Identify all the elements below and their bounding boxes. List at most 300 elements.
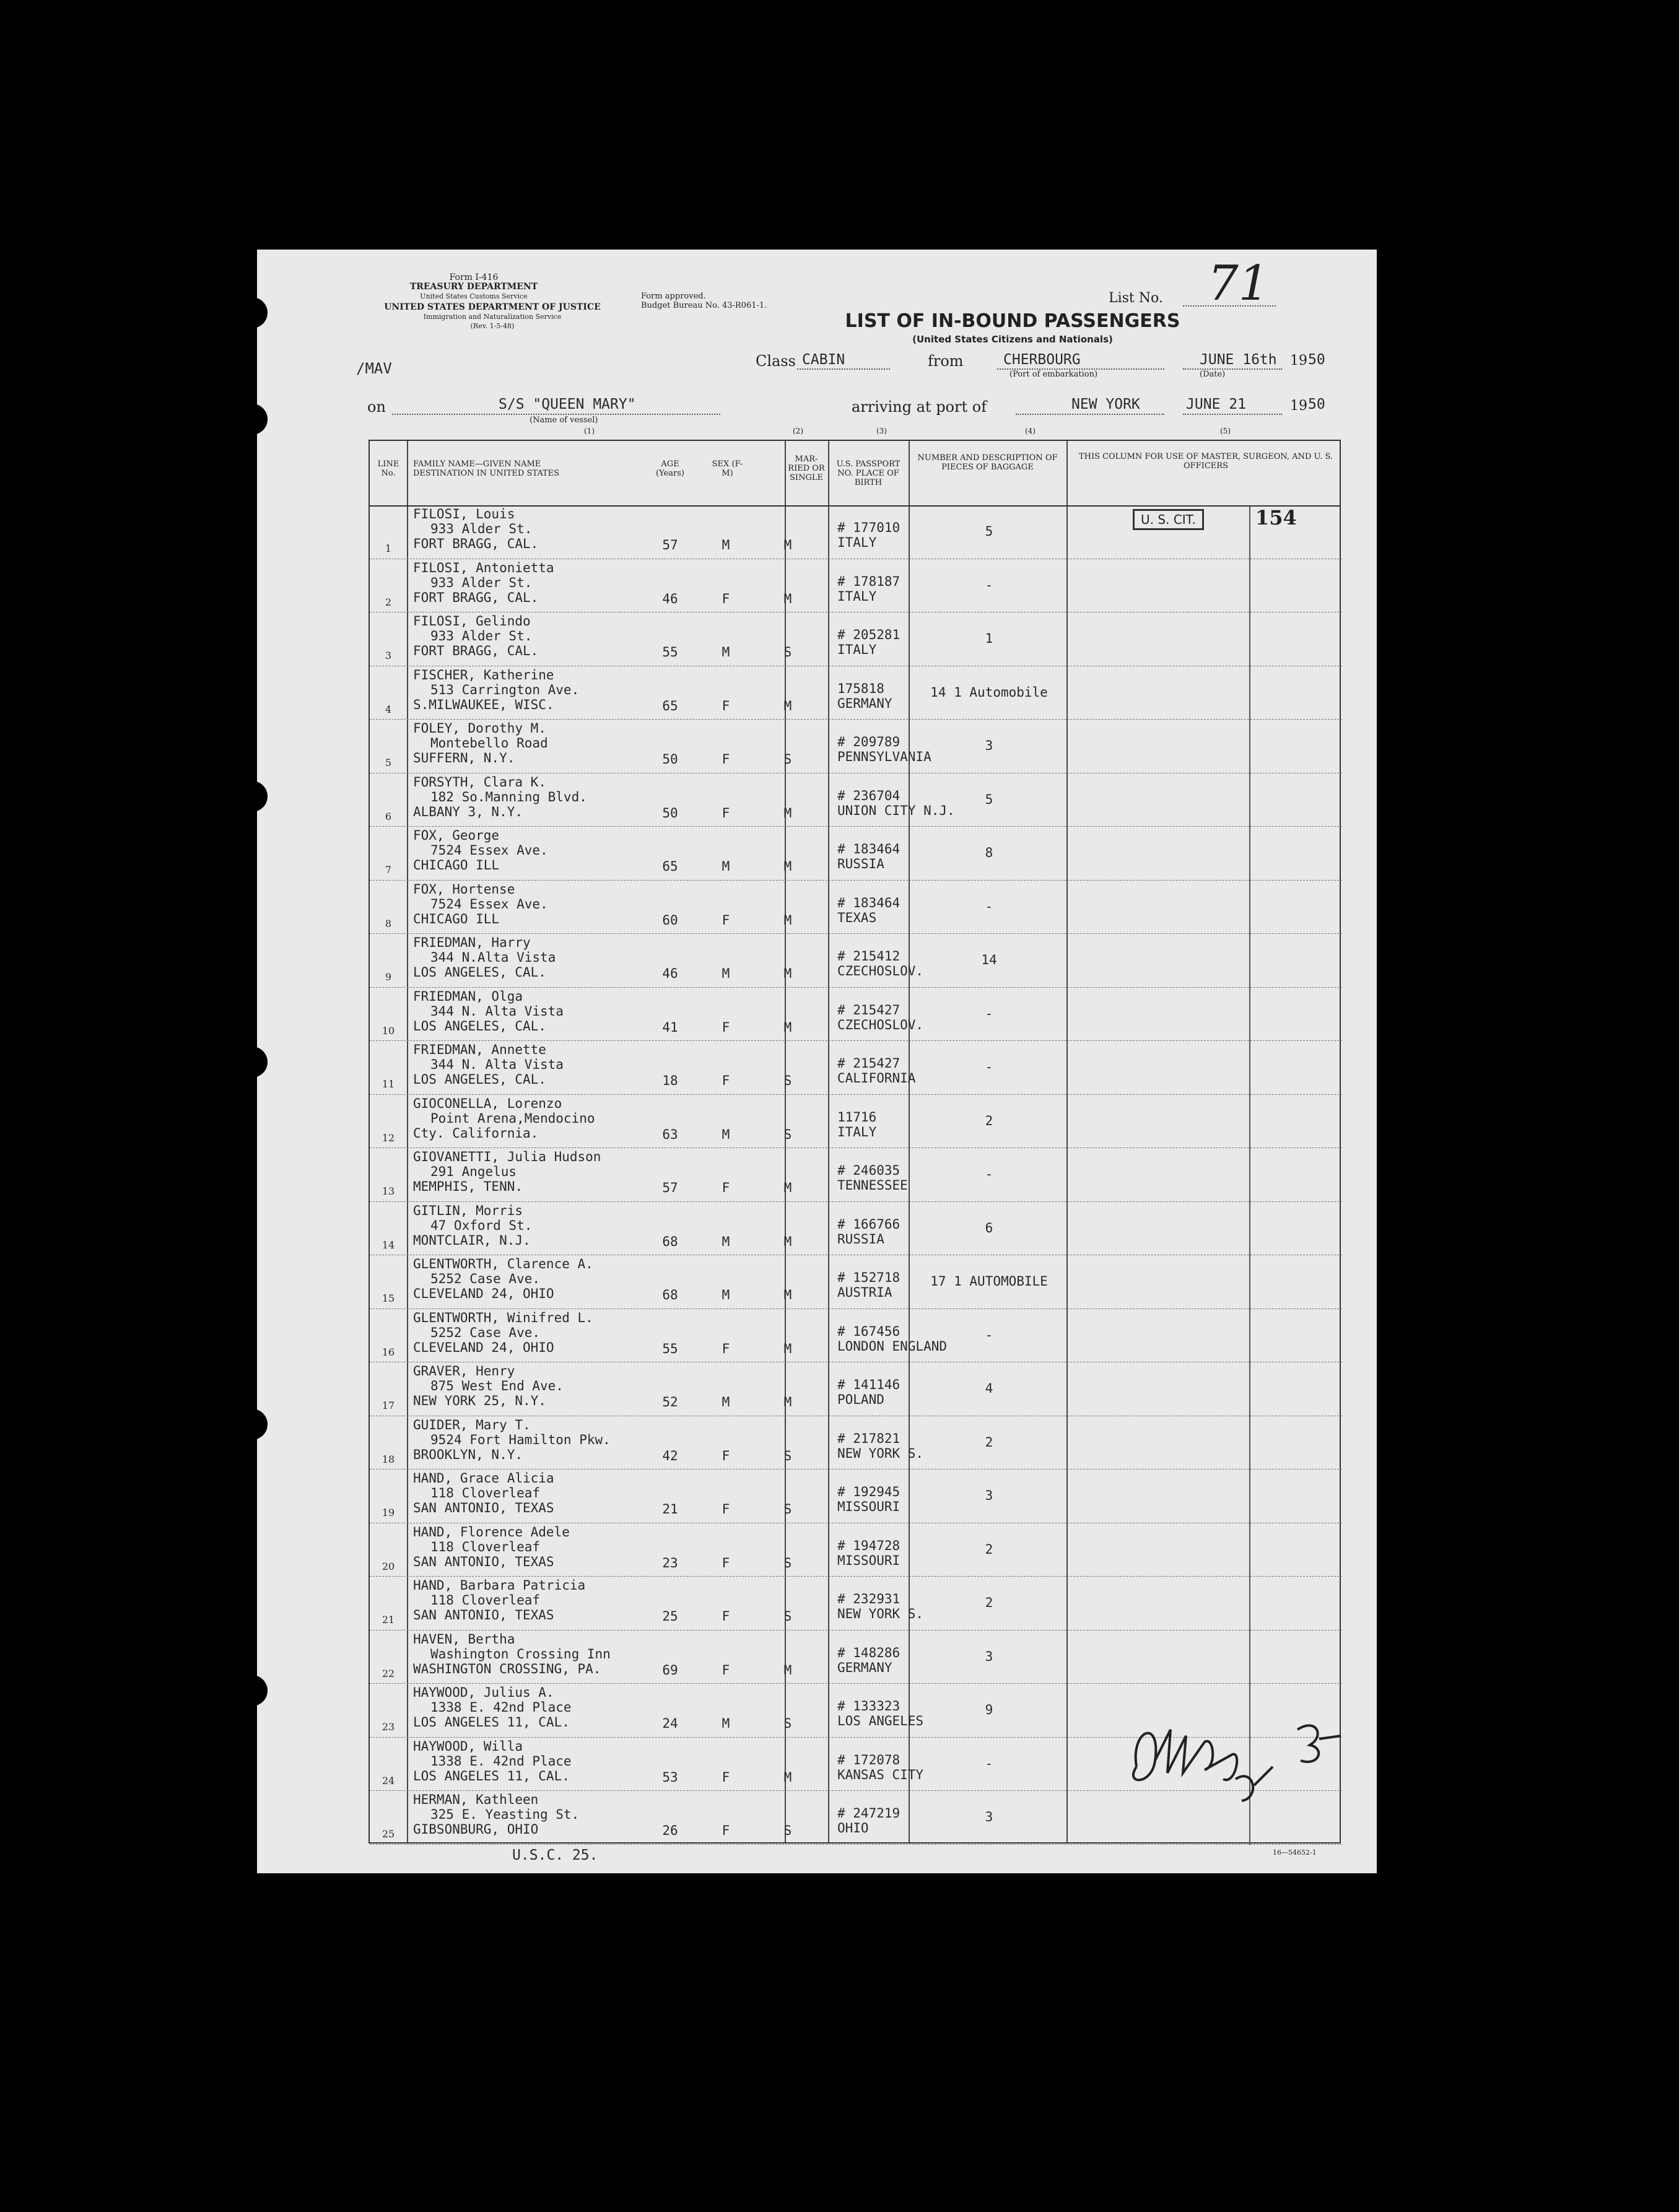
passenger-name-block — [413, 507, 538, 551]
place-of-birth: GERMANY — [837, 1660, 892, 1675]
passenger-name: HAYWOOD, Willa — [413, 1738, 523, 1754]
passenger-name: HAYWOOD, Julius A. — [413, 1685, 554, 1700]
passport-number: # 152718 — [837, 1270, 901, 1285]
address-line: CHICAGO ILL — [413, 858, 500, 873]
binder-hole — [237, 1047, 268, 1078]
place-of-birth: ITALY — [837, 642, 877, 657]
passport-number: 11716 — [837, 1109, 877, 1125]
passenger-name-block — [413, 1096, 595, 1141]
sex-cell: M — [722, 1126, 730, 1142]
place-of-birth: MISSOURI — [837, 1552, 901, 1568]
passenger-name-block — [413, 882, 548, 926]
binder-hole — [237, 1409, 268, 1440]
passport-block — [837, 520, 900, 550]
marital-cell: S — [783, 1609, 792, 1624]
line-number: 17 — [382, 1400, 395, 1411]
passenger-name: FORSYTH, Clara K. — [413, 774, 546, 790]
marital-cell: M — [783, 698, 792, 713]
sex-cell: F — [722, 752, 730, 767]
departure-year: 50 — [1308, 352, 1325, 368]
footer-usc: U.S.C. 25. — [512, 1847, 598, 1863]
sex-cell: M — [722, 859, 730, 874]
baggage-cell: 5 — [985, 791, 993, 807]
passport-block — [837, 734, 931, 764]
passport-number: # 172078 — [837, 1752, 901, 1767]
passport-block — [837, 788, 955, 818]
sex-cell: F — [722, 1609, 730, 1624]
embarkation-port: CHERBOURG — [1003, 352, 1081, 368]
passenger-name: FILOSI, Antonietta — [413, 560, 554, 575]
col-num-5: (5) — [1220, 427, 1231, 435]
age-cell: 65 — [662, 698, 678, 713]
passport-block — [837, 1110, 876, 1139]
table-row — [370, 1041, 1342, 1095]
place-of-birth: AUSTRIA — [837, 1285, 892, 1300]
on-label: on — [367, 398, 386, 416]
age-cell: 50 — [662, 752, 678, 767]
passenger-name-block — [413, 1471, 554, 1515]
place-of-birth: CZECHOSLOV. — [837, 1017, 924, 1032]
passport-block — [837, 1217, 900, 1247]
table-row — [370, 1095, 1342, 1149]
age-cell: 24 — [662, 1716, 678, 1731]
passenger-name: HERMAN, Kathleen — [413, 1792, 539, 1807]
passenger-name-block — [413, 721, 548, 765]
passport-number: # 166766 — [837, 1216, 901, 1232]
line-number: 13 — [382, 1185, 395, 1197]
place-of-birth: KANSAS CITY — [837, 1767, 924, 1782]
passenger-name: FILOSI, Louis — [413, 507, 515, 521]
age-cell: 55 — [662, 645, 678, 660]
sex-cell: F — [722, 1769, 730, 1785]
age-cell: 57 — [662, 1180, 678, 1195]
mav-note: /MAV — [356, 360, 392, 377]
passenger-name: GIOCONELLA, Lorenzo — [413, 1095, 562, 1111]
marital-cell: M — [783, 805, 792, 821]
passenger-name: HAND, Florence Adele — [413, 1524, 570, 1539]
sex-cell: F — [722, 698, 730, 713]
manifest-page — [257, 250, 1377, 1873]
address-line: 933 Alder St. — [430, 521, 533, 536]
marital-cell: S — [783, 1126, 792, 1142]
marital-cell: S — [783, 1073, 792, 1088]
sex-cell: F — [722, 1341, 730, 1356]
line-number: 12 — [382, 1131, 395, 1144]
sex-cell: F — [722, 912, 730, 928]
passport-number: # 205281 — [837, 627, 901, 642]
address-line: 1338 E. 42nd Place — [430, 1753, 572, 1769]
baggage-cell: - — [985, 1060, 993, 1074]
address-line: 933 Alder St. — [430, 575, 533, 590]
age-cell: 53 — [662, 1769, 678, 1785]
line-number: 9 — [385, 971, 392, 983]
marital-cell: M — [783, 912, 792, 928]
passenger-name-block — [413, 1632, 611, 1676]
sex-cell: M — [722, 645, 730, 660]
table-row — [370, 827, 1342, 881]
baggage-cell: 3 — [985, 1809, 993, 1824]
line-number: 3 — [385, 650, 392, 661]
baggage-cell: 17 1 AUTOMOBILE — [930, 1274, 1048, 1289]
passenger-name-block — [413, 560, 554, 605]
line-number: 20 — [382, 1560, 395, 1572]
passenger-name: GUIDER, Mary T. — [413, 1417, 531, 1432]
table-row — [370, 1309, 1342, 1363]
line-number: 8 — [385, 917, 392, 930]
passport-number: # 194728 — [837, 1538, 901, 1553]
passenger-name-block — [413, 989, 564, 1034]
sex-cell: F — [722, 1502, 730, 1517]
sex-cell: F — [722, 1662, 730, 1678]
address-line: 5252 Case Ave. — [430, 1325, 541, 1340]
passenger-name: FISCHER, Katherine — [413, 667, 554, 682]
marital-cell: S — [783, 1716, 792, 1731]
revision: (Rev. 1-5-48) — [470, 322, 515, 330]
binder-hole — [237, 297, 268, 328]
passport-number: # 183464 — [837, 895, 901, 910]
list-no-label: List No. — [1109, 290, 1163, 306]
class-label: Class — [756, 352, 796, 370]
marital-cell: S — [783, 645, 792, 660]
passenger-name-block — [413, 775, 587, 819]
arrival-year: 50 — [1308, 396, 1325, 412]
marital-cell: M — [783, 1287, 792, 1302]
inspector-signature-mark — [1112, 1692, 1347, 1816]
place-of-birth: TEXAS — [837, 910, 877, 925]
marital-cell: S — [783, 752, 792, 767]
address-line: CLEVELAND 24, OHIO — [413, 1286, 554, 1301]
passport-block — [837, 1806, 900, 1835]
passport-block — [837, 1003, 923, 1032]
address-line: 513 Carrington Ave. — [430, 682, 580, 697]
passport-number: # 246035 — [837, 1163, 901, 1178]
address-line: 118 Cloverleaf — [430, 1593, 541, 1608]
table-row — [370, 988, 1342, 1042]
line-number: 15 — [382, 1292, 395, 1304]
passport-number: # 217821 — [837, 1430, 901, 1446]
sex-cell: F — [722, 1823, 730, 1838]
passport-block — [837, 1753, 923, 1782]
address-line: SAN ANTONIO, TEXAS — [413, 1608, 554, 1622]
sex-cell: F — [722, 1555, 730, 1570]
age-cell: 46 — [662, 966, 678, 981]
passenger-name: HAVEN, Bertha — [413, 1631, 515, 1647]
address-line: 7524 Essex Ave. — [430, 896, 548, 912]
address-line: 875 West End Ave. — [430, 1378, 564, 1393]
table-row — [370, 1202, 1342, 1256]
place-of-birth: NEW YORK S. — [837, 1445, 924, 1461]
address-line: 182 So.Manning Blvd. — [430, 789, 587, 804]
age-cell: 46 — [662, 591, 678, 606]
passenger-name: GITLIN, Morris — [413, 1203, 523, 1218]
place-of-birth: CALIFORNIA — [837, 1071, 916, 1086]
address-line: FORT BRAGG, CAL. — [413, 590, 539, 605]
arrival-date-line — [1183, 414, 1282, 415]
col-officers-header: THIS COLUMN FOR USE OF MASTER, SURGEON, AND U. S. OFFICERS — [1078, 452, 1333, 471]
age-cell: 42 — [662, 1448, 678, 1463]
baggage-cell: - — [985, 1006, 993, 1021]
marital-cell: M — [783, 1662, 792, 1678]
port-embarkation-caption: (Port of embarkation) — [1010, 370, 1098, 379]
sex-cell: F — [722, 1073, 730, 1088]
table-row — [370, 1577, 1342, 1631]
passport-number: # 232931 — [837, 1592, 901, 1606]
marital-cell: S — [783, 1448, 792, 1463]
passport-number: # 167456 — [837, 1323, 901, 1339]
passenger-name-block — [413, 1149, 601, 1194]
passport-number: # 215427 — [837, 1002, 901, 1017]
passport-number: 175818 — [837, 681, 884, 696]
place-of-birth: GERMANY — [837, 695, 892, 711]
passport-block — [837, 1592, 923, 1621]
marital-cell: M — [783, 859, 792, 874]
line-number: 5 — [385, 757, 392, 769]
line-number: 25 — [382, 1828, 395, 1840]
passport-block — [837, 842, 900, 871]
age-cell: 63 — [662, 1126, 678, 1142]
passenger-name-block — [413, 1042, 564, 1087]
sex-cell: F — [722, 1448, 730, 1463]
marital-cell: M — [783, 1234, 792, 1249]
marital-cell: S — [783, 1823, 792, 1838]
footer-print-code: 16—54652-1 — [1273, 1848, 1317, 1857]
table-row — [370, 1631, 1342, 1684]
address-line: SAN ANTONIO, TEXAS — [413, 1500, 554, 1515]
age-cell: 55 — [662, 1341, 678, 1356]
age-cell: 23 — [662, 1555, 678, 1570]
passport-block — [837, 1431, 923, 1461]
col-married-header: MAR-RIED OR SINGLE — [788, 455, 825, 482]
address-line: 1338 E. 42nd Place — [430, 1700, 572, 1715]
address-line: Washington Crossing Inn — [430, 1646, 611, 1661]
place-of-birth: OHIO — [837, 1821, 869, 1835]
col-line-header: LINE No. — [377, 459, 399, 478]
baggage-cell: 4 — [985, 1381, 993, 1396]
passport-number: # 247219 — [837, 1806, 901, 1821]
passenger-name: GIOVANETTI, Julia Hudson — [413, 1149, 601, 1164]
baggage-cell: 2 — [985, 1113, 993, 1128]
place-of-birth: MISSOURI — [837, 1499, 901, 1514]
vessel-name: S/S "QUEEN MARY" — [499, 396, 636, 412]
passenger-name: GLENTWORTH, Clarence A. — [413, 1256, 593, 1271]
table-header — [370, 441, 1340, 507]
baggage-cell: - — [985, 899, 993, 914]
table-row — [370, 1148, 1342, 1202]
line-number: 19 — [382, 1507, 395, 1518]
marital-cell: M — [783, 1019, 792, 1035]
baggage-cell: 3 — [985, 738, 993, 753]
table-row — [370, 720, 1342, 773]
line-number: 22 — [382, 1667, 395, 1679]
baggage-cell: 9 — [985, 1702, 993, 1717]
passenger-name-block — [413, 1310, 593, 1355]
passport-number: # 183464 — [837, 842, 901, 856]
line-number: 23 — [382, 1721, 395, 1733]
col-sex-header: SEX (F-M) — [712, 459, 743, 478]
departure-date: JUNE 16th — [1200, 352, 1277, 368]
address-line: Montebello Road — [430, 736, 548, 751]
place-of-birth: RUSSIA — [837, 1231, 884, 1247]
table-row — [370, 1523, 1342, 1577]
address-line: S.MILWAUKEE, WISC. — [413, 697, 554, 712]
passport-number: # 209789 — [837, 734, 901, 749]
baggage-cell: - — [985, 577, 993, 593]
marital-cell: M — [783, 1180, 792, 1195]
baggage-cell: - — [985, 1756, 993, 1771]
passport-number: # 148286 — [837, 1645, 901, 1660]
form-number: Form I-416 — [449, 272, 499, 282]
sex-cell: M — [722, 538, 730, 552]
passport-block — [837, 1056, 915, 1086]
address-line: WASHINGTON CROSSING, PA. — [413, 1661, 601, 1676]
table-row — [370, 881, 1342, 934]
age-cell: 25 — [662, 1609, 678, 1624]
line-number: 14 — [382, 1239, 395, 1251]
arriving-label: arriving at port of — [852, 398, 987, 416]
marital-cell: M — [783, 966, 792, 981]
address-line: CLEVELAND 24, OHIO — [413, 1339, 554, 1355]
passenger-name: FOX, Hortense — [413, 881, 515, 897]
passenger-name: FOLEY, Dorothy M. — [413, 721, 546, 736]
passport-number: # 192945 — [837, 1484, 901, 1499]
age-cell: 69 — [662, 1662, 678, 1678]
passenger-name-block — [413, 1417, 611, 1462]
passport-number: # 177010 — [837, 520, 901, 535]
place-of-birth: POLAND — [837, 1392, 884, 1407]
list-no-value: 71 — [1208, 256, 1270, 311]
passport-number: # 141146 — [837, 1377, 901, 1392]
address-line: 344 N. Alta Vista — [430, 1003, 564, 1019]
baggage-cell: 2 — [985, 1434, 993, 1450]
baggage-cell: 1 — [985, 631, 993, 646]
sex-cell: M — [722, 1716, 730, 1731]
address-line: ALBANY 3, N.Y. — [413, 804, 523, 819]
address-line: LOS ANGELES, CAL. — [413, 1072, 546, 1087]
table-row — [370, 1362, 1342, 1416]
passenger-name-block — [413, 828, 548, 873]
date-caption: (Date) — [1200, 370, 1226, 379]
passenger-name-block — [413, 1525, 570, 1569]
address-line: SAN ANTONIO, TEXAS — [413, 1554, 554, 1569]
baggage-cell: 8 — [985, 845, 993, 860]
arrival-port: NEW YORK — [1071, 396, 1140, 412]
address-line: MEMPHIS, TENN. — [413, 1179, 523, 1194]
ins-service: Immigration and Naturalization Service — [423, 313, 562, 321]
baggage-cell: 3 — [985, 1648, 993, 1664]
place-of-birth: ITALY — [837, 535, 877, 550]
age-cell: 26 — [662, 1823, 678, 1838]
col-num-2: (2) — [793, 427, 803, 435]
passenger-name: FILOSI, Gelindo — [413, 614, 531, 629]
sex-cell: M — [722, 1234, 730, 1249]
vessel-caption: (Name of vessel) — [530, 416, 598, 425]
passport-block — [837, 681, 892, 711]
arrival-year-prefix: 19 — [1290, 398, 1307, 414]
address-line: Cty. California. — [413, 1125, 539, 1141]
baggage-cell: 6 — [985, 1220, 993, 1235]
table-row — [370, 1416, 1342, 1470]
line-number: 21 — [382, 1614, 395, 1626]
passport-block — [837, 1699, 923, 1728]
col-num-1: (1) — [584, 427, 595, 435]
line-number: 7 — [385, 864, 392, 876]
passenger-name-block — [413, 1578, 585, 1622]
marital-cell: M — [783, 538, 792, 552]
marital-cell: S — [783, 1555, 792, 1570]
arrival-date: JUNE 21 — [1186, 396, 1246, 412]
passenger-name: HAND, Barbara Patricia — [413, 1578, 586, 1593]
passenger-name-block — [413, 1256, 593, 1301]
line-number: 4 — [385, 703, 392, 715]
address-line: 5252 Case Ave. — [430, 1271, 541, 1286]
place-of-birth: ITALY — [837, 1124, 877, 1139]
address-line: Point Arena,Mendocino — [430, 1110, 595, 1126]
address-line: 47 Oxford St. — [430, 1217, 533, 1233]
from-label: from — [928, 352, 964, 370]
place-of-birth: TENNESSEE — [837, 1178, 908, 1193]
place-of-birth: CZECHOSLOV. — [837, 964, 924, 978]
passport-block — [837, 1645, 900, 1675]
binder-hole — [237, 1675, 268, 1706]
baggage-cell: 14 — [981, 952, 997, 967]
class-value: CABIN — [802, 352, 845, 368]
age-cell: 50 — [662, 805, 678, 821]
binder-hole — [237, 404, 268, 435]
passport-block — [837, 1377, 900, 1407]
address-line: LOS ANGELES, CAL. — [413, 1018, 546, 1034]
marital-cell: M — [783, 591, 792, 606]
table-row — [370, 559, 1342, 613]
baggage-cell: 2 — [985, 1595, 993, 1610]
col-baggage-header: NUMBER AND DESCRIPTION OF PIECES OF BAGGAGE — [917, 453, 1058, 472]
baggage-cell: - — [985, 1327, 993, 1343]
passport-number: # 236704 — [837, 788, 901, 803]
us-citizen-stamp: U. S. CIT. — [1133, 509, 1204, 530]
line-number: 24 — [382, 1774, 395, 1787]
line-number: 1 — [385, 542, 392, 554]
baggage-cell: 2 — [985, 1541, 993, 1557]
address-line: LOS ANGELES 11, CAL. — [413, 1768, 570, 1783]
sex-cell: F — [722, 1019, 730, 1035]
justice-dept: UNITED STATES DEPARTMENT OF JUSTICE — [384, 302, 601, 312]
address-line: 118 Cloverleaf — [430, 1486, 541, 1500]
passenger-name-block — [413, 614, 538, 658]
justice-block — [350, 303, 635, 331]
passport-block — [837, 895, 900, 925]
officer-count: 154 — [1255, 506, 1297, 529]
address-line: FORT BRAGG, CAL. — [413, 536, 539, 551]
address-line: LOS ANGELES, CAL. — [413, 965, 546, 980]
passenger-name-block — [413, 1364, 564, 1408]
address-line: 344 N. Alta Vista — [430, 1057, 564, 1072]
sex-cell: M — [722, 966, 730, 981]
table-row — [370, 1255, 1342, 1309]
place-of-birth: UNION CITY N.J. — [837, 803, 955, 818]
line-number: 11 — [382, 1078, 395, 1090]
address-line: 9524 Fort Hamilton Pkw. — [430, 1432, 611, 1447]
passport-block — [837, 1538, 900, 1568]
address-line: 7524 Essex Ave. — [430, 843, 548, 858]
passport-block — [837, 1484, 900, 1514]
passport-block — [837, 1324, 947, 1354]
age-cell: 18 — [662, 1073, 678, 1088]
col-passport-header: U.S. PASSPORT NO. PLACE OF BIRTH — [836, 459, 901, 487]
passenger-name: FRIEDMAN, Harry — [413, 935, 531, 950]
baggage-cell: - — [985, 1167, 993, 1182]
address-line: NEW YORK 25, N.Y. — [413, 1393, 546, 1408]
passenger-name: HAND, Grace Alicia — [413, 1471, 554, 1486]
passenger-name-block — [413, 1739, 572, 1783]
